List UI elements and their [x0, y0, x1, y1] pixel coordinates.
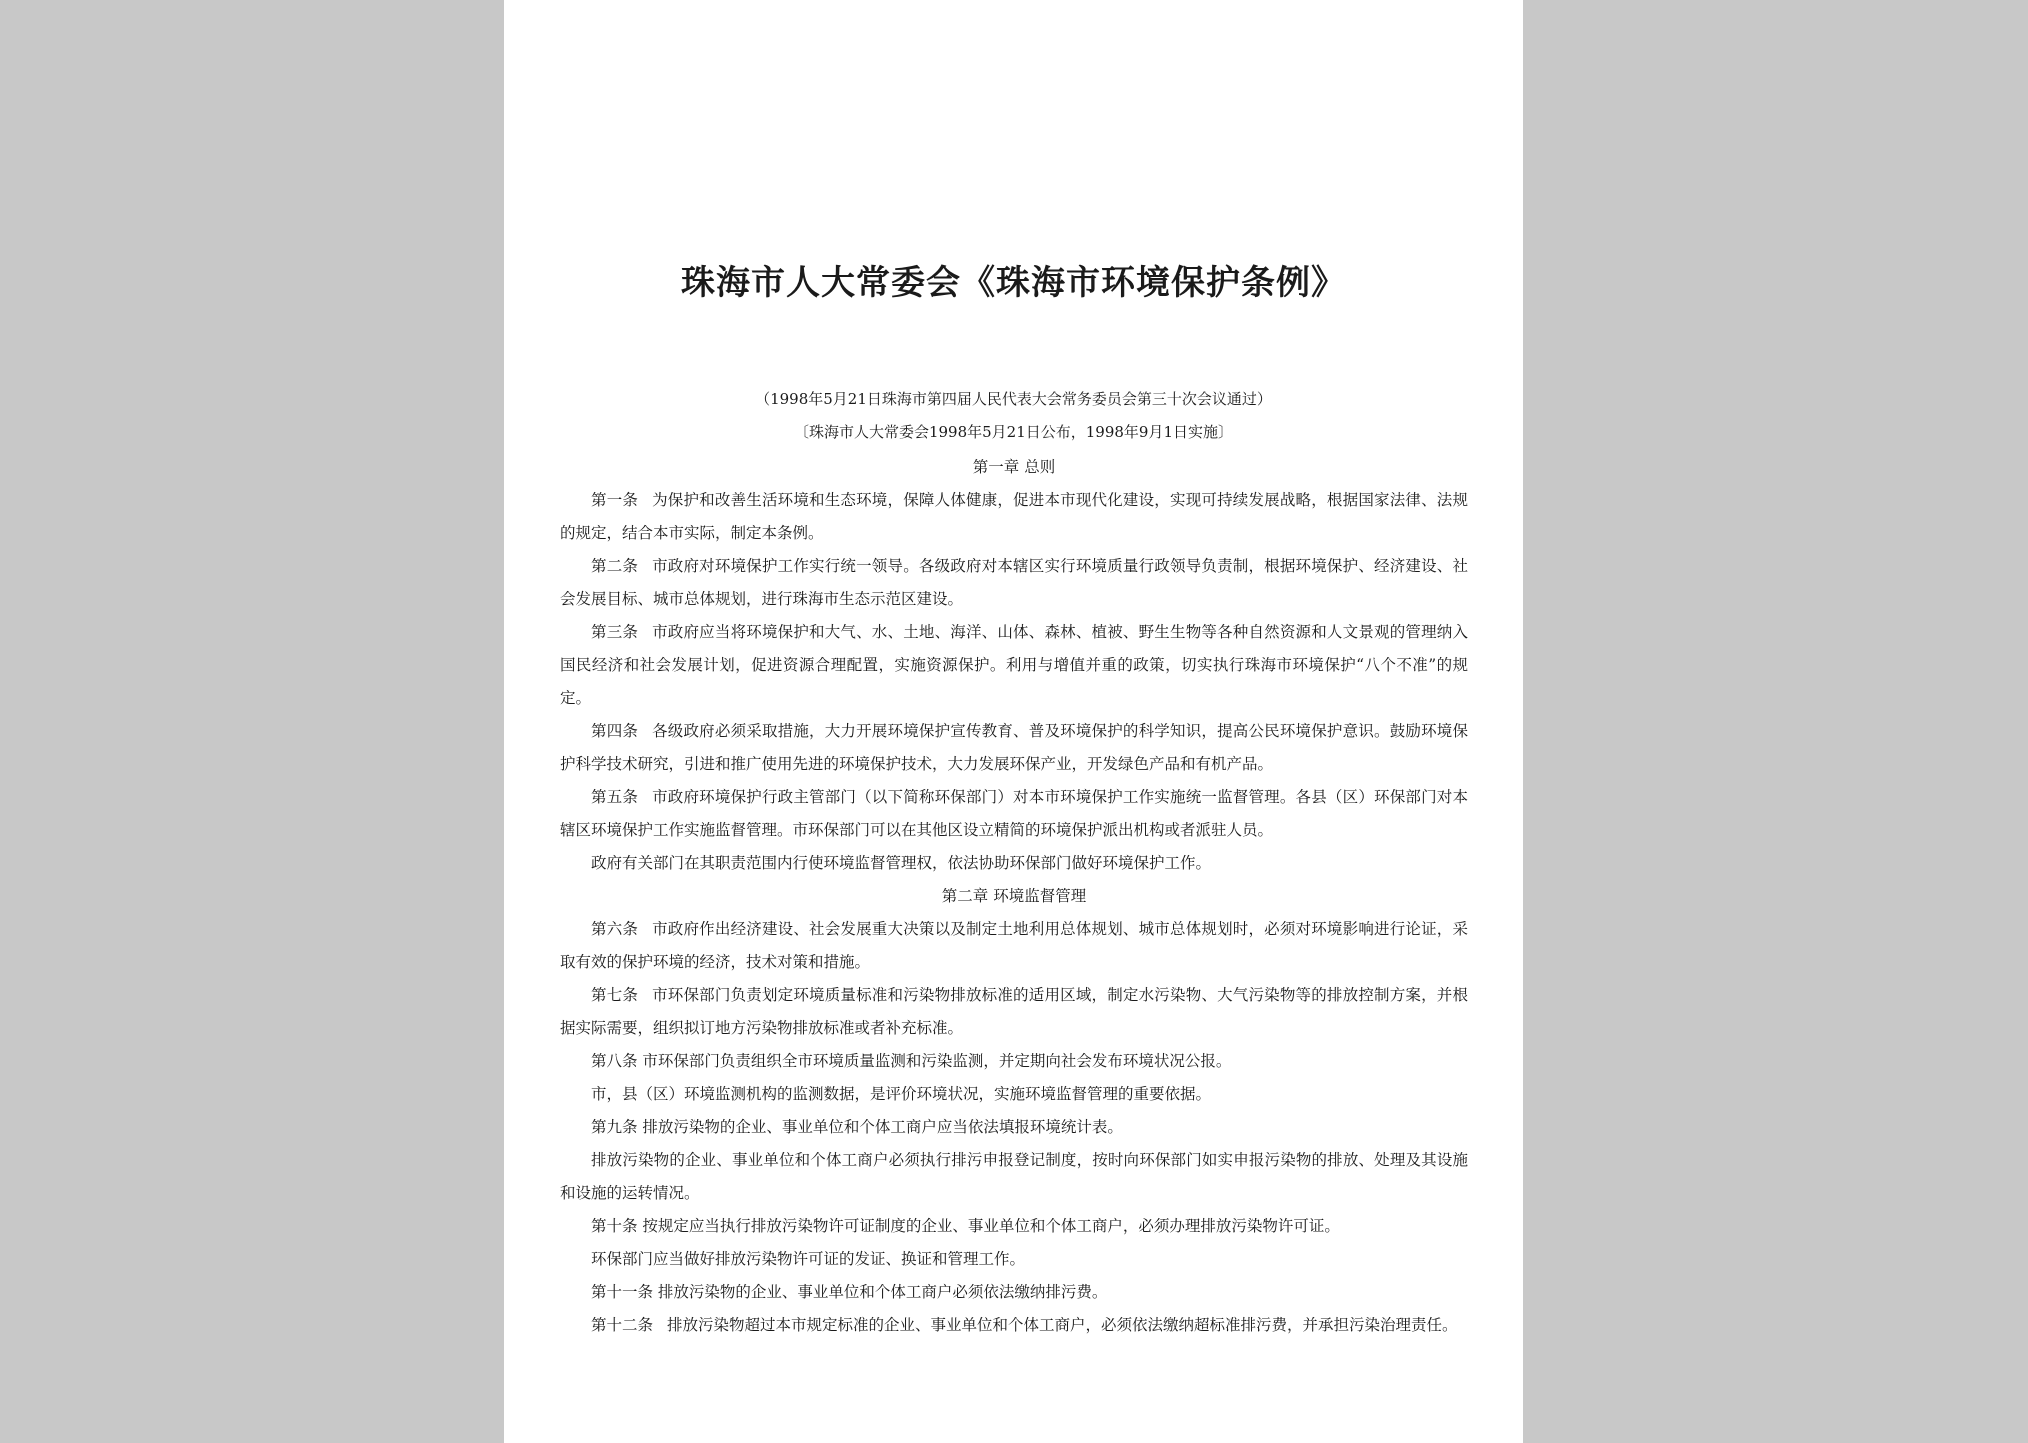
article-paragraph: 第十条 按规定应当执行排放污染物许可证制度的企业、事业单位和个体工商户，必须办理排放污染物许可证。: [591, 1217, 1340, 1235]
article-label: 第五条: [591, 788, 639, 806]
article-text: 市政府环境保护行政主管部门（以下简称环保部门）对本市环境保护工作实施统一监督管理。各县（区）环保部门对本辖区环境保护工作实施监督管理。市环保部门可以在其他区设立精简的环境保护派出机构或者派驻人员。: [560, 788, 1468, 839]
document-body: [560, 451, 1468, 1342]
article-text: 市政府应当将环境保护和大气、水、土地、海洋、山体、森林、植被、野生生物等各种自然资源和人文景观的管理纳入国民经济和社会发展计划，促进资源合理配置，实施资源保护。利用与增值并重的政策，切实执行珠海市环境保护“八个不准”的规定。: [560, 623, 1468, 707]
article-label: 第一条: [591, 491, 639, 509]
article-paragraph: 市，县（区）环境监测机构的监测数据，是评价环境状况，实施环境监督管理的重要依据。: [591, 1085, 1212, 1103]
article-text: 市环保部门负责划定环境质量标准和污染物排放标准的适用区域，制定水污染物、大气污染物等的排放控制方案，并根据实际需要，组织拟订地方污染物排放标准或者补充标准。: [560, 986, 1468, 1037]
article-paragraph: [560, 781, 1468, 847]
article-label: 第十二条: [591, 1316, 654, 1334]
chapter-heading: 第二章 环境监督管理: [941, 887, 1087, 905]
article-paragraph: 第九条 排放污染物的企业、事业单位和个体工商户应当依法填报环境统计表。: [591, 1118, 1123, 1136]
article-paragraph: [560, 1309, 1468, 1342]
document-title: 珠海市人大常委会《珠海市环境保护条例》: [681, 263, 1346, 303]
article-paragraph: [560, 616, 1468, 715]
publication-note: 〔珠海市人大常委会1998年5月21日公布，1998年9月1日实施〕: [793, 423, 1234, 441]
article-label: 第四条: [591, 722, 639, 740]
article-text: 为保护和改善生活环境和生态环境，保障人体健康，促进本市现代化建设，实现可持续发展战略，根据国家法律、法规的规定，结合本市实际，制定本条例。: [560, 491, 1468, 542]
article-paragraph: [560, 550, 1468, 616]
article-text: 各级政府必须采取措施，大力开展环境保护宣传教育、普及环境保护的科学知识，提高公民环境保护意识。鼓励环境保护科学技术研究，引进和推广使用先进的环境保护技术，大力发展环保产业，开发绿色产品和有机产品。: [560, 722, 1468, 773]
article-paragraph: [560, 715, 1468, 781]
article-text: 排放污染物超过本市规定标准的企业、事业单位和个体工商户，必须依法缴纳超标准排污费，并承担污染治理责任。: [667, 1316, 1458, 1334]
adoption-note: （1998年5月21日珠海市第四届人民代表大会常务委员会第三十次会议通过）: [755, 390, 1272, 408]
article-label: 第三条: [591, 623, 639, 641]
article-label: 第六条: [591, 920, 639, 938]
article-text: 市政府作出经济建设、社会发展重大决策以及制定土地利用总体规划、城市总体规划时，必须对环境影响进行论证，采取有效的保护环境的经济，技术对策和措施。: [560, 920, 1468, 971]
article-paragraph: 环保部门应当做好排放污染物许可证的发证、换证和管理工作。: [591, 1250, 1026, 1268]
document-page: [504, 0, 1523, 1443]
article-label: 第七条: [591, 986, 639, 1004]
article-paragraph: 排放污染物的企业、事业单位和个体工商户必须执行排污申报登记制度，按时向环保部门如实申报污染物的排放、处理及其设施和设施的运转情况。: [560, 1151, 1468, 1202]
article-paragraph: [560, 913, 1468, 979]
article-text: 市政府对环境保护工作实行统一领导。各级政府对本辖区实行环境质量行政领导负责制，根据环境保护、经济建设、社会发展目标、城市总体规划，进行珠海市生态示范区建设。: [560, 557, 1468, 608]
article-paragraph: 第十一条 排放污染物的企业、事业单位和个体工商户必须依法缴纳排污费。: [591, 1283, 1108, 1301]
article-paragraph: [560, 484, 1468, 550]
chapter-heading: 第一章 总则: [972, 458, 1056, 476]
article-paragraph: 政府有关部门在其职责范围内行使环境监督管理权，依法协助环保部门做好环境保护工作。: [591, 854, 1212, 872]
article-paragraph: 第八条 市环保部门负责组织全市环境质量监测和污染监测，并定期向社会发布环境状况公报。: [591, 1052, 1232, 1070]
article-label: 第二条: [591, 557, 639, 575]
article-paragraph: [560, 979, 1468, 1045]
